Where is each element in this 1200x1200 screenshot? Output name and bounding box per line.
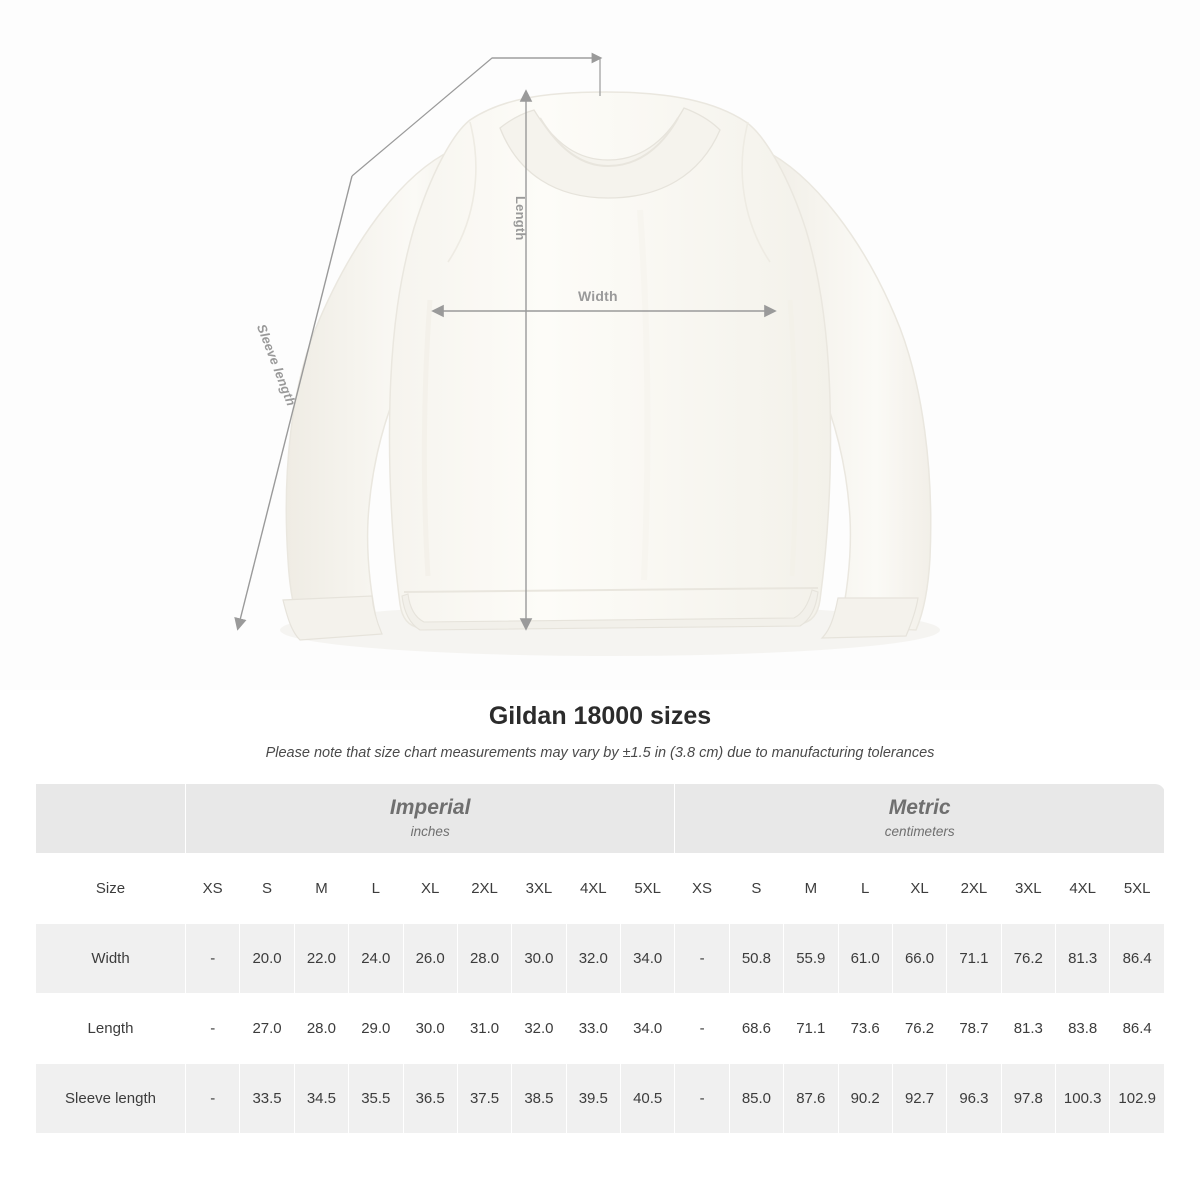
- cell-metric: 97.8: [1001, 1064, 1055, 1134]
- cell-metric: 86.4: [1110, 994, 1165, 1064]
- cell-imperial: 31.0: [457, 994, 511, 1064]
- cell-imperial: -: [186, 994, 240, 1064]
- size-header-metric-l: L: [838, 854, 892, 924]
- size-header-imperial-xs: XS: [186, 854, 240, 924]
- cell-imperial: 32.0: [512, 994, 566, 1064]
- row-label: Width: [36, 924, 186, 994]
- cell-imperial: 34.0: [621, 994, 675, 1064]
- size-header-label: Size: [36, 854, 186, 924]
- row-label: Length: [36, 994, 186, 1064]
- chart-header: [0, 690, 1200, 761]
- cell-imperial: 32.0: [566, 924, 620, 994]
- cell-metric: 61.0: [838, 924, 892, 994]
- cell-imperial: 37.5: [457, 1064, 511, 1134]
- cell-imperial: -: [186, 924, 240, 994]
- size-header-metric-xl: XL: [892, 854, 946, 924]
- size-header-metric-s: S: [729, 854, 783, 924]
- cell-imperial: 36.5: [403, 1064, 457, 1134]
- unit-header-imperial: [186, 784, 675, 854]
- cell-metric: 92.7: [892, 1064, 946, 1134]
- cell-metric: 102.9: [1110, 1064, 1165, 1134]
- cell-imperial: 33.0: [566, 994, 620, 1064]
- size-header-metric-5xl: 5XL: [1110, 854, 1165, 924]
- cell-metric: -: [675, 994, 729, 1064]
- size-header-metric-3xl: 3XL: [1001, 854, 1055, 924]
- cell-imperial: 26.0: [403, 924, 457, 994]
- size-chart-table-wrap: [35, 783, 1165, 1134]
- width-dimension-label: Width: [578, 288, 618, 304]
- size-header-metric-m: M: [784, 854, 838, 924]
- page-title: Gildan 18000 sizes: [488, 702, 712, 730]
- cell-metric: 71.1: [784, 994, 838, 1064]
- cell-imperial: 22.0: [294, 924, 348, 994]
- unit-subtitle: centimeters: [884, 823, 955, 839]
- size-header-row: [36, 854, 1165, 924]
- size-header-imperial-m: M: [294, 854, 348, 924]
- unit-name: Metric: [888, 795, 951, 819]
- cell-imperial: 39.5: [566, 1064, 620, 1134]
- cell-metric: -: [675, 1064, 729, 1134]
- cell-imperial: 30.0: [403, 994, 457, 1064]
- size-header-metric-xs: XS: [675, 854, 729, 924]
- cell-imperial: 29.0: [349, 994, 403, 1064]
- table-corner-cell: [36, 784, 186, 854]
- cell-metric: 50.8: [729, 924, 783, 994]
- cell-imperial: 28.0: [457, 924, 511, 994]
- row-label: Sleeve length: [36, 1064, 186, 1134]
- size-chart-table: [35, 783, 1165, 1134]
- size-header-imperial-l: L: [349, 854, 403, 924]
- table-row: [36, 1064, 1165, 1134]
- size-header-imperial-xl: XL: [403, 854, 457, 924]
- cell-metric: 55.9: [784, 924, 838, 994]
- size-header-imperial-s: S: [240, 854, 294, 924]
- cell-imperial: 34.0: [621, 924, 675, 994]
- cell-imperial: 24.0: [349, 924, 403, 994]
- size-header-imperial-3xl: 3XL: [512, 854, 566, 924]
- cell-metric: 100.3: [1056, 1064, 1110, 1134]
- table-row: [36, 924, 1165, 994]
- unit-header-metric: [675, 784, 1165, 854]
- cell-imperial: 30.0: [512, 924, 566, 994]
- tolerance-note: Please note that size chart measurements may vary by ±1.5 in (3.8 cm) due to manufacturing tolerances: [265, 745, 935, 761]
- cell-metric: 85.0: [729, 1064, 783, 1134]
- cell-imperial: 38.5: [512, 1064, 566, 1134]
- cell-imperial: 34.5: [294, 1064, 348, 1134]
- cell-imperial: 40.5: [621, 1064, 675, 1134]
- cell-metric: 87.6: [784, 1064, 838, 1134]
- unit-subtitle: inches: [410, 823, 450, 839]
- size-header-metric-4xl: 4XL: [1056, 854, 1110, 924]
- cell-metric: 96.3: [947, 1064, 1001, 1134]
- cell-metric: 90.2: [838, 1064, 892, 1134]
- unit-header-row: [36, 784, 1165, 854]
- cell-imperial: -: [186, 1064, 240, 1134]
- cell-imperial: 33.5: [240, 1064, 294, 1134]
- cell-metric: 71.1: [947, 924, 1001, 994]
- size-header-metric-2xl: 2XL: [947, 854, 1001, 924]
- cell-metric: 76.2: [1001, 924, 1055, 994]
- cell-metric: 81.3: [1001, 994, 1055, 1064]
- cell-metric: 76.2: [892, 994, 946, 1064]
- unit-name: Imperial: [389, 795, 471, 819]
- cell-metric: 81.3: [1056, 924, 1110, 994]
- cell-imperial: 28.0: [294, 994, 348, 1064]
- table-row: [36, 994, 1165, 1064]
- size-header-imperial-5xl: 5XL: [621, 854, 675, 924]
- cell-metric: -: [675, 924, 729, 994]
- sleeve-length-dimension-label: Sleeve length: [253, 322, 299, 409]
- cell-imperial: 27.0: [240, 994, 294, 1064]
- size-header-imperial-4xl: 4XL: [566, 854, 620, 924]
- cell-imperial: 20.0: [240, 924, 294, 994]
- length-dimension-label: Length: [513, 196, 528, 241]
- cell-imperial: 35.5: [349, 1064, 403, 1134]
- cell-metric: 78.7: [947, 994, 1001, 1064]
- cell-metric: 68.6: [729, 994, 783, 1064]
- cell-metric: 73.6: [838, 994, 892, 1064]
- size-header-imperial-2xl: 2XL: [457, 854, 511, 924]
- cell-metric: 83.8: [1056, 994, 1110, 1064]
- cell-metric: 86.4: [1110, 924, 1165, 994]
- cell-metric: 66.0: [892, 924, 946, 994]
